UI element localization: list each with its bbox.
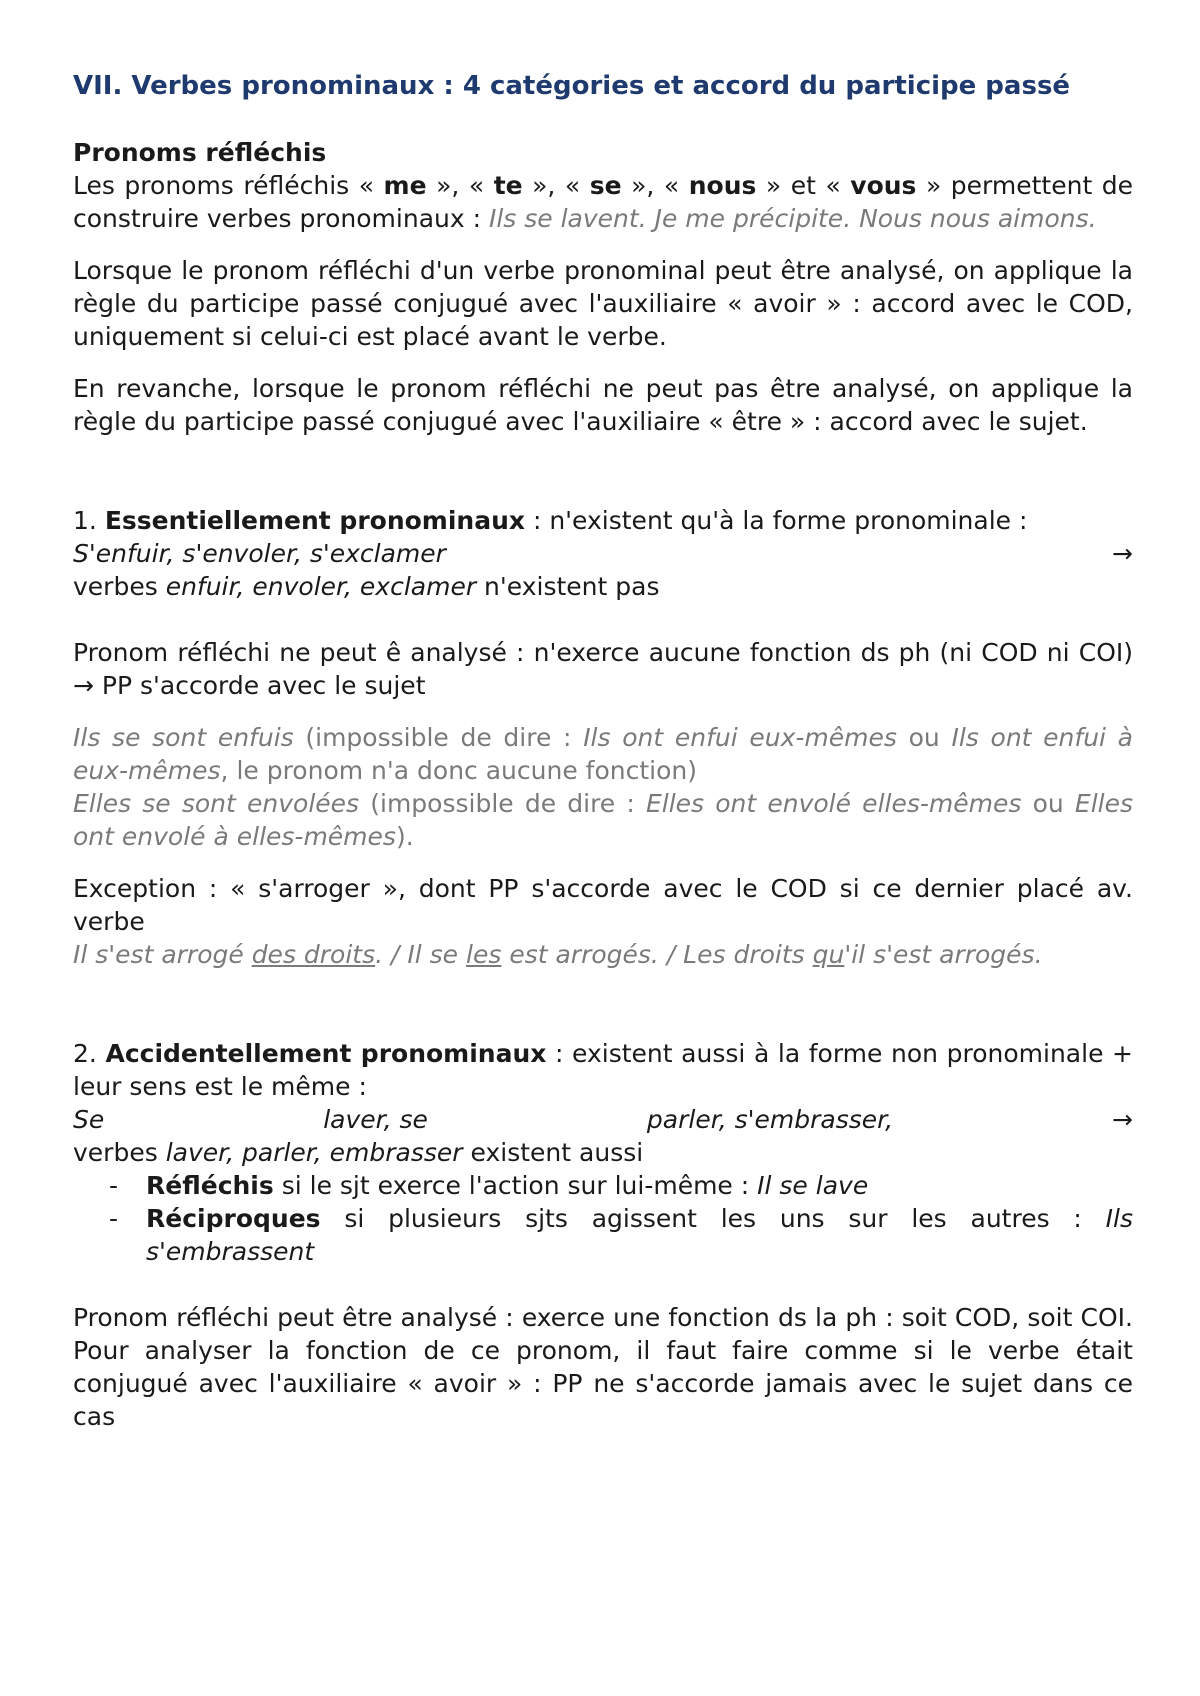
section-1-exception-example: Il s'est arrogé des droits. / Il se les est arrogés. / Les droits qu'il s'est arrogés. [73,940,1043,969]
section-1-example-1: Ils se sont enfuis (impossible de dire : Ils ont enfui eux-mêmes ou Ils ont enfui à eux-mêmes, le pronom n'a donc aucune fonction) [73,723,1134,785]
pronoun-se: se [589,171,622,200]
section-1-rule: Pronom réfléchi ne peut ê analysé : n'exerce aucune fonction ds ph (ni COD ni COI) → PP s'accorde avec le sujet [73,638,1133,700]
paragraph-pronoms-intro: Les pronoms réfléchis « me », « te », « se », « nous » et « vous » permettent de construire verbes pronominaux : Ils se lavent. Je me précipite. Nous nous aimons. [73,171,1134,233]
arrow-icon: → [1112,1105,1133,1134]
list-item: - Réciproques si plusieurs sjts agissent les uns sur les autres : Ils s'embrassent [109,1204,1133,1266]
section-2-list [73,1169,1133,1268]
pronoun-nous: nous [688,171,757,200]
arrow-icon: → [1112,539,1133,568]
example-text: Ils se lavent. Je me précipite. Nous nous aimons. [488,204,1097,233]
section-2-rule: Pronom réfléchi peut être analysé : exerce une fonction ds la ph : soit COD, soit COI. Pour analyser la fonction de ce pronom, il faut faire comme si le verbe était conjugué avec l'auxiliaire « avoir » : PP ne s'accorde jamais avec le sujet dans ce cas [73,1303,1133,1431]
paragraph-rule-etre: En revanche, lorsque le pronom réfléchi ne peut pas être analysé, on applique la règle du participe passé conjugué avec l'auxiliaire « être » : accord avec le sujet. [73,374,1133,436]
section-1-examples: S'enfuir, s'envoler, s'exclamer [73,539,446,568]
section-2-heading: 2. Accidentellement pronominaux : existent aussi à la forme non pronominale + leur sens est le même : [73,1039,1133,1101]
paragraph-rule-avoir: Lorsque le pronom réfléchi d'un verbe pronominal peut être analysé, on applique la règle du participe passé conjugué avec l'auxiliaire « avoir » : accord avec le COD, uniquement si celui-ci est placé avant le verbe. [73,256,1133,351]
pronoun-me: me [383,171,427,200]
section-1-note: verbes enfuir, envoler, exclamer n'existent pas [73,572,660,601]
pronoun-te: te [493,171,523,200]
section-heading-pronoms: Pronoms réfléchis [73,138,327,167]
pronoun-vous: vous [850,171,917,200]
section-1-exception: Exception : « s'arroger », dont PP s'accorde avec le COD si ce dernier placé av. verbe [73,874,1133,936]
document-page [73,70,1133,1433]
list-item: - Réfléchis si le sjt exerce l'action sur lui-même : Il se lave [109,1171,869,1200]
section-2-examples-row: Se laver, se parler, s'embrasser, → [73,1105,1133,1134]
section-1-example-2: Elles se sont envolées (impossible de dire : Elles ont envolé elles-mêmes ou Elles ont envolé à elles-mêmes). [73,789,1133,851]
page-title: VII. Verbes pronominaux : 4 catégories et accord du participe passé [73,71,1071,101]
section-1-heading: 1. Essentiellement pronominaux : n'existent qu'à la forme pronominale : [73,506,1028,535]
section-2-note: verbes laver, parler, embrasser existent aussi [73,1138,644,1167]
section-1-examples-row [73,537,1133,570]
